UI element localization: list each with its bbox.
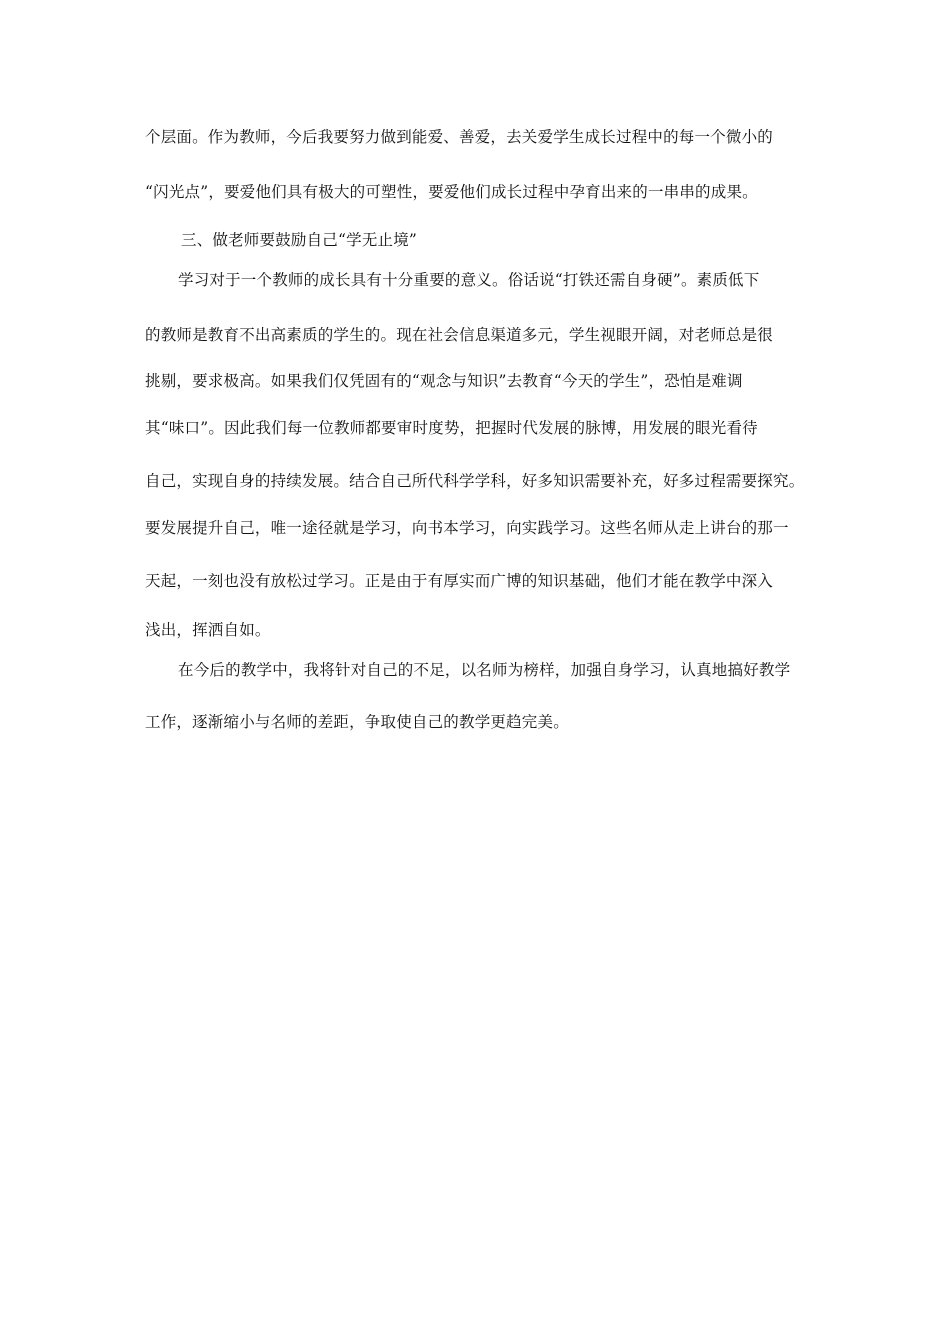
paragraph-line: “闪光点”，要爱他们具有极大的可塑性，要爱他们成长过程中孕育出来的一串串的成果。 bbox=[145, 183, 758, 201]
paragraph-line: 要发展提升自己，唯一途径就是学习，向书本学习，向实践学习。这些名师从走上讲台的那一 bbox=[145, 519, 789, 537]
paragraph-line: 的教师是教育不出高素质的学生的。现在社会信息渠道多元，学生视眼开阔，对老师总是很 bbox=[145, 326, 774, 344]
paragraph-line: 在今后的教学中，我将针对自己的不足，以名师为榜样，加强自身学习，认真地搞好教学 bbox=[178, 661, 791, 679]
paragraph-line: 工作，逐渐缩小与名师的差距，争取使自己的教学更趋完美。 bbox=[145, 713, 569, 731]
paragraph-line: 天起，一刻也没有放松过学习。正是由于有厚实而广博的知识基础，他们才能在教学中深入 bbox=[145, 572, 774, 590]
paragraph-line: 自己，实现自身的持续发展。结合自己所代科学学科，好多知识需要补充，好多过程需要探究。 bbox=[145, 472, 805, 490]
paragraph-line: 个层面。作为教师，今后我要努力做到能爱、善爱，去关爱学生成长过程中的每一个微小的 bbox=[145, 128, 774, 146]
paragraph-line: 浅出，挥洒自如。 bbox=[145, 621, 271, 639]
paragraph-line: 挑剔，要求极高。如果我们仅凭固有的“观念与知识”去教育“今天的学生”，恐怕是难调 bbox=[145, 372, 743, 390]
paragraph-line: 其“味口”。因此我们每一位教师都要审时度势，把握时代发展的脉博，用发展的眼光看待 bbox=[145, 419, 758, 437]
paragraph-line: 学习对于一个教师的成长具有十分重要的意义。俗话说“打铁还需自身硬”。素质低下 bbox=[178, 271, 760, 289]
section-heading: 三、做老师要鼓励自己“学无止境” bbox=[181, 231, 418, 249]
